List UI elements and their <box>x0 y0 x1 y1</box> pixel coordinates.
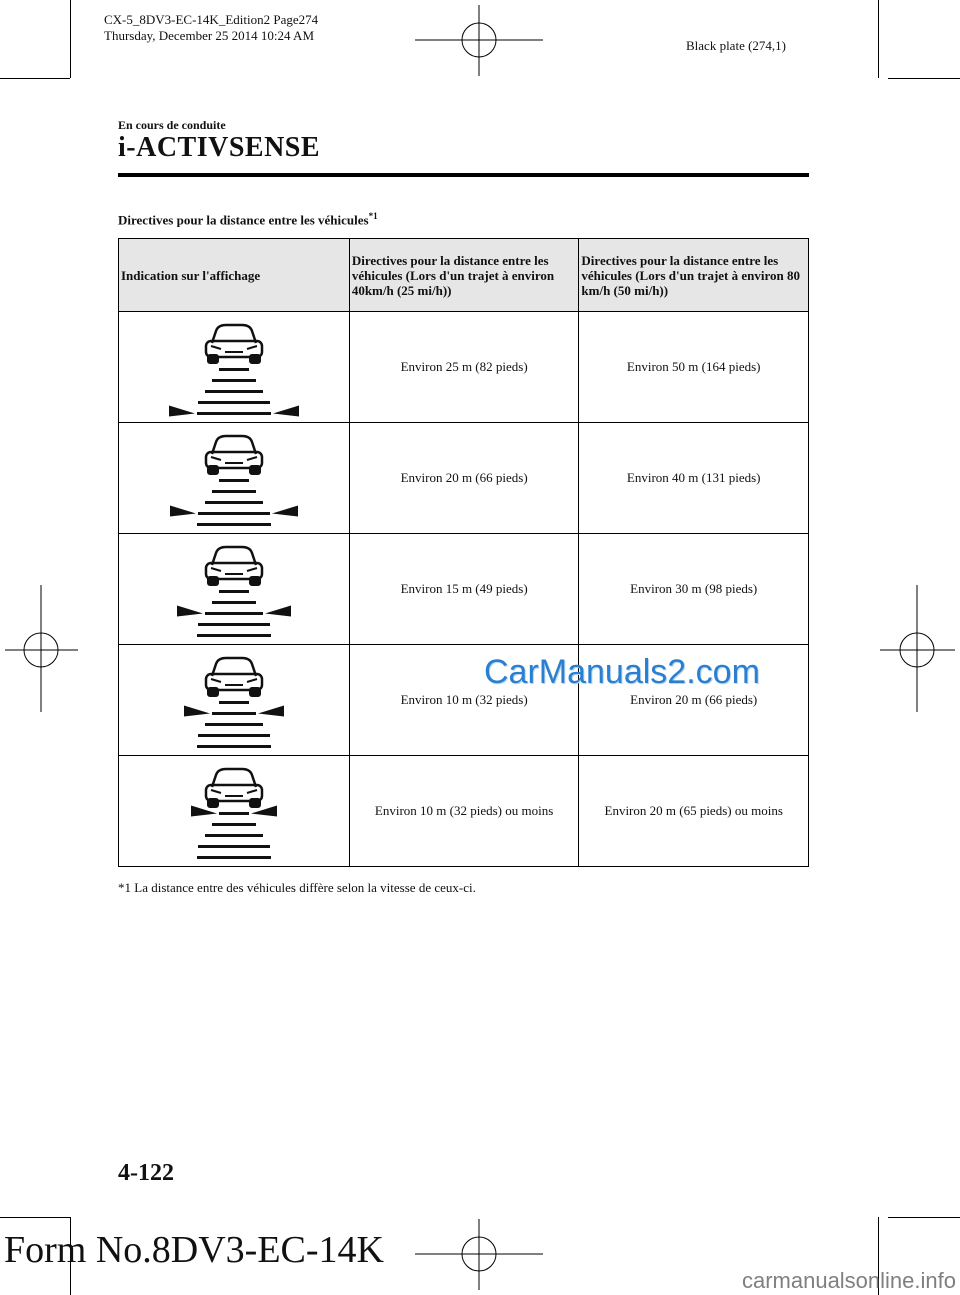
display-indication-cell <box>119 534 350 645</box>
display-indication-cell <box>119 312 350 423</box>
distance-80kmh-cell: Environ 30 m (98 pieds) <box>579 534 809 645</box>
plate-label: Black plate (274,1) <box>686 38 786 53</box>
header-distance-40kmh: Directives pour la distance entre les véhicules (Lors d'un trajet à environ 40km/h (25 mi/h)) <box>349 239 579 312</box>
distance-bars <box>197 368 271 415</box>
table-row <box>119 534 809 645</box>
table-row <box>119 423 809 534</box>
distance-80kmh-cell: Environ 50 m (164 pieds) <box>579 312 809 423</box>
distance-display-icon <box>154 426 314 530</box>
title-rule <box>118 173 809 177</box>
distance-display-icon <box>154 759 314 863</box>
page-number: 4-122 <box>118 1160 174 1186</box>
distance-80kmh-cell: Environ 40 m (131 pieds) <box>579 423 809 534</box>
car-icon <box>206 547 262 585</box>
header-display-indication: Indication sur l'affichage <box>119 239 350 312</box>
header-distance-80kmh: Directives pour la distance entre les véhicules (Lors d'un trajet à environ 80 km/h (50 mi/h)) <box>579 239 809 312</box>
display-indication-cell <box>119 645 350 756</box>
distance-40kmh-cell: Environ 10 m (32 pieds) ou moins <box>349 756 579 867</box>
table-caption <box>118 211 378 228</box>
distance-40kmh-cell: Environ 10 m (32 pieds) <box>349 645 579 756</box>
distance-display-icon <box>154 537 314 641</box>
distance-bars <box>197 479 271 526</box>
distance-bars <box>197 812 271 859</box>
footnote: *1 La distance entre des véhicules diffère selon la vitesse de ceux-ci. <box>118 880 476 895</box>
car-icon <box>206 769 262 807</box>
distance-bars <box>197 590 271 637</box>
table-caption-footnote-ref: *1 <box>368 211 378 221</box>
table-row <box>119 756 809 867</box>
section-label: En cours de conduite <box>118 118 226 132</box>
print-header-date: Thursday, December 25 2014 10:24 AM <box>104 28 315 43</box>
car-icon <box>206 658 262 696</box>
distance-display-icon <box>154 315 314 419</box>
form-number: Form No.8DV3-EC-14K <box>4 1229 384 1271</box>
distance-40kmh-cell: Environ 15 m (49 pieds) <box>349 534 579 645</box>
distance-bars <box>197 701 271 748</box>
site-watermark: carmanualsonline.info <box>741 1268 956 1293</box>
distance-40kmh-cell: Environ 20 m (66 pieds) <box>349 423 579 534</box>
distance-40kmh-cell: Environ 25 m (82 pieds) <box>349 312 579 423</box>
distance-80kmh-cell: Environ 20 m (66 pieds) <box>579 645 809 756</box>
display-indication-cell <box>119 756 350 867</box>
distance-table <box>118 238 809 867</box>
table-body <box>119 312 809 867</box>
distance-display-icon <box>154 648 314 752</box>
car-icon <box>206 325 262 363</box>
display-indication-cell <box>119 423 350 534</box>
table-caption-text: Directives pour la distance entre les véhicules <box>118 212 369 228</box>
table-header-row <box>119 239 809 312</box>
car-icon <box>206 436 262 474</box>
chapter-title: i-ACTIVSENSE <box>118 132 321 163</box>
table-row <box>119 312 809 423</box>
distance-80kmh-cell: Environ 20 m (65 pieds) ou moins <box>579 756 809 867</box>
print-header-job: CX-5_8DV3-EC-14K_Edition2 Page274 <box>104 12 319 27</box>
print-header <box>104 12 318 44</box>
carmanuals-watermark: CarManuals2.com <box>484 653 760 691</box>
